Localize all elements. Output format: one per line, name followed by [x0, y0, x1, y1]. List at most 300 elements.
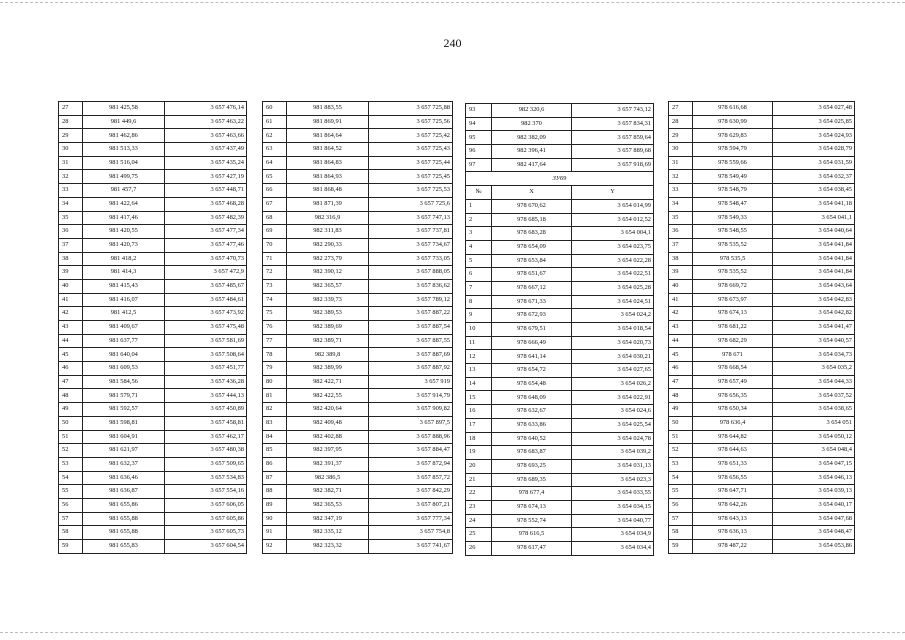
coord-x: 978 650,34: [693, 403, 773, 417]
coord-y: 3 657 605,73: [165, 526, 247, 540]
coord-y: 3 657 444,13: [165, 389, 247, 403]
table-row: [263, 293, 453, 307]
coord-y: 3 657 887,92: [369, 362, 453, 376]
coord-x: 981 499,75: [83, 170, 165, 184]
coord-y: 3 654 038,45: [773, 184, 855, 198]
coord-y: 3 657 747,13: [369, 211, 453, 225]
coord-y: 3 657 725,43: [369, 143, 453, 157]
coord-y: 3 657 473,92: [165, 307, 247, 321]
coord-y: 3 654 048,47: [773, 526, 855, 540]
coord-x: 982 391,37: [287, 457, 369, 471]
coord-x: 978 643,13: [693, 512, 773, 526]
point-number: 15: [466, 391, 492, 405]
point-number: 49: [669, 403, 693, 417]
table-row: [669, 129, 855, 143]
table-row: [669, 362, 855, 376]
point-number: 35: [669, 211, 693, 225]
coord-x: 982 397,95: [287, 444, 369, 458]
coord-x: 978 616,68: [693, 102, 773, 116]
coord-x: 978 654,72: [492, 364, 572, 378]
coord-y: 3 657 477,34: [165, 225, 247, 239]
coord-y: 3 657 888,96: [369, 430, 453, 444]
point-number: 11: [466, 336, 492, 350]
table-row: [59, 375, 247, 389]
point-number: 71: [263, 252, 287, 266]
table-row: [669, 170, 855, 184]
table-row: [59, 498, 247, 512]
coord-y: 3 657 534,83: [165, 471, 247, 485]
coord-y: 3 657 427,19: [165, 170, 247, 184]
header-number: №: [466, 186, 492, 200]
coord-y: 3 657 733,05: [369, 252, 453, 266]
coord-y: 3 654 034,4: [572, 542, 654, 556]
coord-x: 981 632,37: [83, 457, 165, 471]
coord-y: 3 657 909,82: [369, 403, 453, 417]
point-number: 51: [59, 430, 83, 444]
point-number: 29: [59, 129, 83, 143]
point-number: 79: [263, 362, 287, 376]
coord-y: 3 657 484,61: [165, 293, 247, 307]
table-row: [669, 540, 855, 554]
coord-y: 3 657 777,34: [369, 512, 453, 526]
coord-y: 3 654 034,15: [572, 500, 654, 514]
coord-x: 981 462,86: [83, 129, 165, 143]
coord-y: 3 654 041,84: [773, 252, 855, 266]
table-row: [466, 281, 654, 295]
table-row: [466, 473, 654, 487]
coord-x: 978 671,33: [492, 295, 572, 309]
point-number: 2: [466, 213, 492, 227]
point-number: 93: [466, 104, 492, 118]
coord-y: 3 654 051: [773, 416, 855, 430]
coord-x: 978 679,51: [492, 323, 572, 337]
coord-y: 3 654 047,68: [773, 512, 855, 526]
table-row: [263, 457, 453, 471]
coord-x: 982 386,5: [287, 471, 369, 485]
point-number: 39: [59, 266, 83, 280]
coord-x: 978 674,13: [693, 307, 773, 321]
point-number: 94: [466, 117, 492, 131]
coord-y: 3 657 604,54: [165, 540, 247, 554]
coord-x: 978 668,54: [693, 362, 773, 376]
point-number: 38: [59, 252, 83, 266]
coord-x: 981 864,93: [287, 170, 369, 184]
point-number: 23: [466, 500, 492, 514]
table-row: [59, 184, 247, 198]
table-row: [669, 526, 855, 540]
table-row: [263, 115, 453, 129]
table-row: [59, 238, 247, 252]
point-number: 7: [466, 281, 492, 295]
coord-x: 978 683,28: [492, 227, 572, 241]
coord-x: 978 636,4: [693, 416, 773, 430]
point-number: 64: [263, 156, 287, 170]
point-number: 51: [669, 430, 693, 444]
table-row: [466, 405, 654, 419]
point-number: 47: [669, 375, 693, 389]
point-number: 46: [59, 362, 83, 376]
coord-y: 3 657 737,81: [369, 225, 453, 239]
coord-x: 981 636,87: [83, 485, 165, 499]
table-row: [263, 362, 453, 376]
table-row: [59, 430, 247, 444]
coord-x: 982 365,53: [287, 498, 369, 512]
point-number: 89: [263, 498, 287, 512]
coord-y: 3 654 012,52: [572, 213, 654, 227]
table-row: [466, 418, 654, 432]
coord-x: 981 412,5: [83, 307, 165, 321]
coord-y: 3 657 919: [369, 375, 453, 389]
table-row: [669, 293, 855, 307]
point-number: 81: [263, 389, 287, 403]
table-row: [466, 199, 654, 213]
table-row: [263, 430, 453, 444]
coord-x: 981 449,6: [83, 115, 165, 129]
coord-y: 3 654 035,2: [773, 362, 855, 376]
coord-x: 978 693,25: [492, 459, 572, 473]
table-row: [669, 102, 855, 116]
coord-y: 3 657 859,64: [572, 131, 654, 145]
table-row: [669, 471, 855, 485]
coord-y: 3 654 042,82: [773, 307, 855, 321]
coord-x: 978 670,62: [492, 199, 572, 213]
coord-y: 3 654 025,54: [572, 418, 654, 432]
coord-y: 3 657 836,62: [369, 279, 453, 293]
point-number: 40: [669, 279, 693, 293]
point-number: 8: [466, 295, 492, 309]
table-row: [59, 403, 247, 417]
coord-x: 978 667,12: [492, 281, 572, 295]
table-row: [466, 323, 654, 337]
section-title: ЗУ69: [466, 172, 654, 186]
coord-y: 3 654 037,52: [773, 389, 855, 403]
coord-y: 3 657 834,31: [572, 117, 654, 131]
table-row: [669, 252, 855, 266]
coord-x: 981 425,58: [83, 102, 165, 116]
coord-x: 978 677,4: [492, 487, 572, 501]
table-row: [263, 197, 453, 211]
point-number: 92: [263, 540, 287, 554]
table-row: [669, 348, 855, 362]
coord-x: 981 516,04: [83, 156, 165, 170]
point-number: 57: [59, 512, 83, 526]
coord-x: 978 616,5: [492, 528, 572, 542]
table-row: [263, 512, 453, 526]
table-row: [59, 416, 247, 430]
coord-x: 981 864,64: [287, 129, 369, 143]
coord-y: 3 654 048,4: [773, 444, 855, 458]
point-number: 27: [669, 102, 693, 116]
table-row: [669, 430, 855, 444]
coord-x: 982 417,64: [492, 158, 572, 172]
coord-x: 978 548,79: [693, 184, 773, 198]
coord-y: 3 654 033,55: [572, 487, 654, 501]
table-row: [59, 252, 247, 266]
coordinates-table-1: [58, 101, 247, 554]
point-number: 50: [669, 416, 693, 430]
coord-x: 978 653,84: [492, 254, 572, 268]
point-number: 68: [263, 211, 287, 225]
point-number: 45: [669, 348, 693, 362]
coord-x: 978 669,72: [693, 279, 773, 293]
coord-y: 3 657 725,45: [369, 170, 453, 184]
point-number: 13: [466, 364, 492, 378]
coord-y: 3 657 470,73: [165, 252, 247, 266]
coord-x: 982 370: [492, 117, 572, 131]
coord-x: 981 422,64: [83, 197, 165, 211]
coord-y: 3 657 842,29: [369, 485, 453, 499]
table-row: [669, 307, 855, 321]
coord-x: 978 644,82: [693, 430, 773, 444]
point-number: 76: [263, 321, 287, 335]
coord-y: 3 654 034,73: [773, 348, 855, 362]
point-number: 73: [263, 279, 287, 293]
coord-x: 981 409,67: [83, 321, 165, 335]
coord-y: 3 657 734,67: [369, 238, 453, 252]
table-row: [466, 309, 654, 323]
point-number: 52: [669, 444, 693, 458]
table-row: [59, 526, 247, 540]
point-number: 25: [466, 528, 492, 542]
point-number: 37: [59, 238, 83, 252]
point-number: 29: [669, 129, 693, 143]
table-row: [263, 156, 453, 170]
coord-x: 981 640,04: [83, 348, 165, 362]
table-row: [263, 389, 453, 403]
coord-x: 981 592,57: [83, 403, 165, 417]
coord-y: 3 657 472,9: [165, 266, 247, 280]
point-number: 24: [466, 514, 492, 528]
point-number: 32: [669, 170, 693, 184]
table-row: [466, 295, 654, 309]
table-row: [263, 526, 453, 540]
point-number: 38: [669, 252, 693, 266]
table-row: [669, 485, 855, 499]
table-row: [669, 266, 855, 280]
point-number: 86: [263, 457, 287, 471]
coord-y: 3 654 046,13: [773, 471, 855, 485]
coord-y: 3 654 031,13: [572, 459, 654, 473]
coord-y: 3 654 024,78: [572, 432, 654, 446]
point-number: 17: [466, 418, 492, 432]
point-number: 41: [669, 293, 693, 307]
coord-x: 981 584,56: [83, 375, 165, 389]
table-row: [263, 225, 453, 239]
point-number: 91: [263, 526, 287, 540]
coord-x: 982 402,88: [287, 430, 369, 444]
table-row: [466, 364, 654, 378]
table-row: [263, 334, 453, 348]
point-number: 50: [59, 416, 83, 430]
table-row: [263, 498, 453, 512]
coord-x: 981 417,46: [83, 211, 165, 225]
point-number: 9: [466, 309, 492, 323]
coord-y: 3 657 476,14: [165, 102, 247, 116]
table-row: [59, 540, 247, 554]
point-number: 4: [466, 240, 492, 254]
point-number: 22: [466, 487, 492, 501]
coord-x: 981 637,77: [83, 334, 165, 348]
point-number: 33: [59, 184, 83, 198]
coord-y: 3 654 041,84: [773, 266, 855, 280]
coord-x: 982 311,83: [287, 225, 369, 239]
point-number: 85: [263, 444, 287, 458]
coord-x: 978 689,35: [492, 473, 572, 487]
coord-y: 3 657 477,46: [165, 238, 247, 252]
coord-x: 978 648,09: [492, 391, 572, 405]
table-row: [59, 197, 247, 211]
coord-y: 3 654 026,2: [572, 377, 654, 391]
coord-x: 981 655,86: [83, 498, 165, 512]
coord-y: 3 657 482,39: [165, 211, 247, 225]
coord-x: 978 666,49: [492, 336, 572, 350]
table-row: [263, 184, 453, 198]
table-row: [59, 307, 247, 321]
point-number: 44: [669, 334, 693, 348]
coord-y: 3 654 018,54: [572, 323, 654, 337]
table-row: [59, 170, 247, 184]
page-number: 240: [443, 36, 462, 50]
table-row: [466, 459, 654, 473]
coord-x: 982 420,64: [287, 403, 369, 417]
point-number: 83: [263, 416, 287, 430]
table-row: [669, 375, 855, 389]
coord-x: 978 641,14: [492, 350, 572, 364]
table-row: [669, 457, 855, 471]
coord-x: 982 389,8: [287, 348, 369, 362]
point-number: 78: [263, 348, 287, 362]
point-number: 1: [466, 199, 492, 213]
coord-y: 3 654 027,65: [572, 364, 654, 378]
coord-y: 3 657 889,68: [572, 145, 654, 159]
point-number: 28: [669, 115, 693, 129]
coord-y: 3 654 024,6: [572, 405, 654, 419]
point-number: 34: [669, 197, 693, 211]
coord-y: 3 657 485,67: [165, 279, 247, 293]
coord-x: 981 655,83: [83, 540, 165, 554]
table-row: [669, 143, 855, 157]
table-row: [669, 416, 855, 430]
coord-x: 982 396,41: [492, 145, 572, 159]
table-row: [466, 542, 654, 556]
coord-x: 981 457,7: [83, 184, 165, 198]
coord-y: 3 657 743,12: [572, 104, 654, 118]
table-row: [669, 389, 855, 403]
coord-x: 981 636,46: [83, 471, 165, 485]
point-number: 53: [669, 457, 693, 471]
coord-y: 3 657 887,55: [369, 334, 453, 348]
table-row: [669, 115, 855, 129]
coord-x: 978 535,5: [693, 252, 773, 266]
coord-y: 3 657 458,81: [165, 416, 247, 430]
point-number: 6: [466, 268, 492, 282]
point-number: 70: [263, 238, 287, 252]
coord-y: 3 657 475,48: [165, 321, 247, 335]
point-number: 58: [669, 526, 693, 540]
table-row: [263, 403, 453, 417]
table-row: [263, 540, 453, 554]
point-number: 32: [59, 170, 83, 184]
scan-edge-top: [0, 2, 905, 3]
point-number: 45: [59, 348, 83, 362]
coord-x: 981 655,88: [83, 526, 165, 540]
coord-y: 3 657 725,44: [369, 156, 453, 170]
table-row: [59, 389, 247, 403]
table-row: [263, 211, 453, 225]
table-row: [263, 252, 453, 266]
table-row: [669, 444, 855, 458]
point-number: 75: [263, 307, 287, 321]
coord-x: 981 598,81: [83, 416, 165, 430]
coord-y: 3 657 872,94: [369, 457, 453, 471]
coord-y: 3 654 004,1: [572, 227, 654, 241]
coord-y: 3 654 020,73: [572, 336, 654, 350]
table-row: [466, 432, 654, 446]
table-row: [263, 102, 453, 116]
table-row: [59, 279, 247, 293]
table-row: [263, 143, 453, 157]
point-number: 43: [669, 321, 693, 335]
point-number: 80: [263, 375, 287, 389]
table-row: [669, 197, 855, 211]
coord-x: 978 636,13: [693, 526, 773, 540]
point-number: 19: [466, 446, 492, 460]
coord-x: 978 681,22: [693, 321, 773, 335]
coord-y: 3 654 042,83: [773, 293, 855, 307]
point-number: 60: [263, 102, 287, 116]
point-number: 59: [59, 540, 83, 554]
coord-x: 982 320,6: [492, 104, 572, 118]
table-row: [59, 444, 247, 458]
table-row: [59, 321, 247, 335]
table-row: [669, 238, 855, 252]
table-row: [59, 348, 247, 362]
coord-x: 981 609,53: [83, 362, 165, 376]
coord-x: 981 416,07: [83, 293, 165, 307]
coord-y: 3 657 887,69: [369, 348, 453, 362]
point-number: 66: [263, 184, 287, 198]
coord-y: 3 657 463,66: [165, 129, 247, 143]
table-row: [59, 334, 247, 348]
coord-y: 3 657 887,22: [369, 307, 453, 321]
point-number: 55: [59, 485, 83, 499]
point-number: 27: [59, 102, 83, 116]
point-number: 88: [263, 485, 287, 499]
point-number: 67: [263, 197, 287, 211]
coord-y: 3 654 038,65: [773, 403, 855, 417]
coord-y: 3 657 450,89: [165, 403, 247, 417]
coord-y: 3 654 039,13: [773, 485, 855, 499]
coord-y: 3 654 022,51: [572, 268, 654, 282]
coord-y: 3 654 041,18: [773, 197, 855, 211]
point-number: 62: [263, 129, 287, 143]
coordinates-table-4: [668, 101, 855, 554]
coord-y: 3 654 043,64: [773, 279, 855, 293]
section-title-row: [466, 172, 654, 186]
table-row: [59, 485, 247, 499]
table-row: [669, 403, 855, 417]
coord-y: 3 654 023,75: [572, 240, 654, 254]
coord-x: 982 422,71: [287, 375, 369, 389]
coord-y: 3 657 807,21: [369, 498, 453, 512]
coord-y: 3 654 031,59: [773, 156, 855, 170]
coord-x: 978 487,22: [693, 540, 773, 554]
point-number: 63: [263, 143, 287, 157]
point-number: 87: [263, 471, 287, 485]
coord-x: 981 655,88: [83, 512, 165, 526]
coord-x: 981 868,48: [287, 184, 369, 198]
coord-y: 3 657 468,28: [165, 197, 247, 211]
